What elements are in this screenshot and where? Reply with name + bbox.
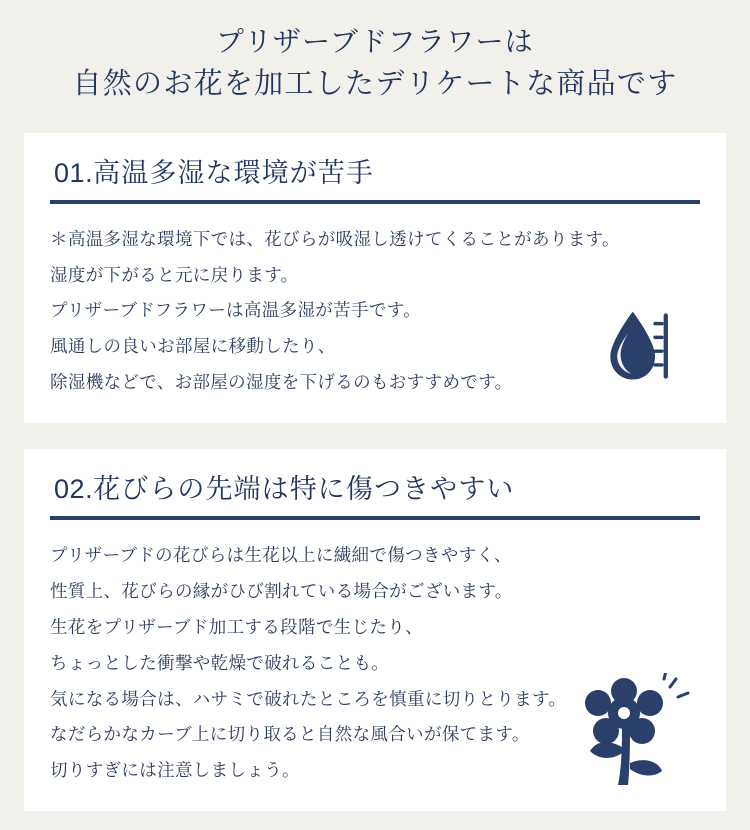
section-heading-text-01: 高温多湿な環境が苦手	[93, 157, 374, 188]
section-body-02	[50, 520, 700, 789]
section-title-01	[50, 149, 700, 204]
body-line: 生花をプリザーブド加工する段階で生じたり、	[50, 616, 423, 637]
section-number-02: 02.	[54, 474, 94, 505]
headline-line-2: 自然のお花を加工したデリケートな商品です	[72, 67, 678, 100]
section-body-01	[50, 204, 700, 401]
body-line: プリザーブドの花びらは生花以上に繊細で傷つきやすく、	[50, 545, 512, 566]
body-line: 風通しの良いお部屋に移動したり、	[50, 336, 336, 357]
body-line: ちょっとした衝撃や乾燥で破れることも。	[50, 652, 390, 673]
headline-line-1: プリザーブドフラワーは	[215, 26, 535, 57]
page-title	[0, 0, 750, 105]
section-title-02	[50, 465, 700, 520]
body-line: プリザーブドフラワーは高温多湿が苦手です。	[50, 300, 421, 321]
section-number-01: 01.	[54, 157, 94, 188]
body-line: 切りすぎには注意しましょう。	[50, 760, 300, 781]
body-line: 除湿機などで、お部屋の湿度を下げるのもおすすめです。	[50, 372, 513, 393]
body-line: ＊高温多湿な環境下では、花びらが吸湿し透けてくることがあります。	[50, 228, 620, 249]
body-line: なだらかなカーブ上に切り取ると自然な風合いが保てます。	[50, 724, 530, 745]
body-line: 性質上、花びらの縁がひび割れている場合がございます。	[50, 580, 513, 601]
section-card-02	[24, 449, 726, 811]
body-line: 気になる場合は、ハサミで破れたところを慎重に切りとります。	[50, 688, 567, 709]
section-heading-text-02: 花びらの先端は特に傷つきやすい	[93, 474, 515, 505]
body-line: 湿度が下がると元に戻ります。	[50, 264, 299, 285]
section-card-01	[24, 133, 726, 423]
